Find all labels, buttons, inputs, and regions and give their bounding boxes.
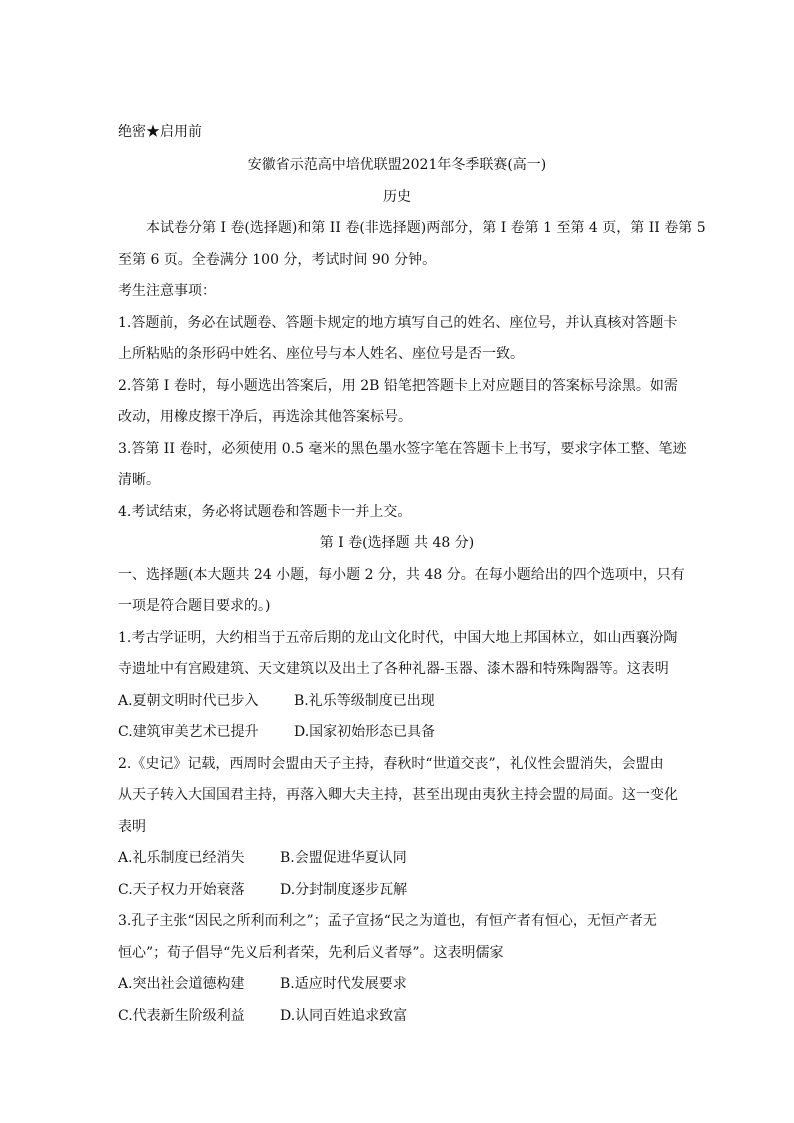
- question-3-option-b: B.适应时代发展要求: [280, 976, 407, 992]
- note-2-line-1: 2.答第 I 卷时，每小题选出答案后，用 2B 铅笔把答题卡上对应题目的答案标号涂黑。如需: [118, 378, 678, 394]
- question-2-option-c: C.天子权力开始衰落: [118, 882, 245, 898]
- question-1-stem-line-2: 寺遗址中有宫殿建筑、天文建筑以及出土了各种礼器-玉器、漆木器和特殊陶器等。这表明: [118, 661, 669, 677]
- section-title: 第 I 卷(选择题 共 48 分): [319, 535, 475, 551]
- question-1-option-c: C.建筑审美艺术已提升: [118, 724, 259, 740]
- question-3-option-d: D.认同百姓追求致富: [280, 1008, 408, 1024]
- subject-title: 历史: [383, 189, 411, 205]
- question-1-option-b: B.礼乐等级制度已出现: [294, 693, 435, 709]
- section-instruction-line-1: 一、选择题(本大题共 24 小题，每小题 2 分，共 48 分。在每小题给出的四个选项中，只有: [118, 567, 685, 583]
- question-2-option-a: A.礼乐制度已经消失: [118, 850, 245, 866]
- note-3-line-2: 清晰。: [118, 472, 160, 488]
- question-3-option-a: A.突出社会道德构建: [118, 976, 245, 992]
- section-instruction-line-2: 一项是符合题目要求的。): [118, 598, 271, 614]
- exam-title: 安徽省示范高中培优联盟2021年冬季联赛(高一): [247, 157, 547, 173]
- question-2-option-d: D.分封制度逐步瓦解: [280, 882, 408, 898]
- intro-line-1: 本试卷分第 I 卷(选择题)和第 II 卷(非选择题)两部分，第 I 卷第 1 至第 4 页，第 II 卷第 5: [146, 220, 706, 236]
- question-2-stem-line-3: 表明: [118, 819, 146, 835]
- confidential-mark: 绝密★启用前: [118, 124, 202, 140]
- question-3-stem-line-1: 3.孔子主张“因民之所利而利之”；孟子宣扬“民之为道也，有恒产者有恒心，无恒产者无: [118, 913, 657, 929]
- question-2-stem-line-1: 2.《史记》记载，西周时会盟由天子主持，春秋时“世道交丧”，礼仪性会盟消失，会盟由: [118, 756, 664, 772]
- question-1-option-a: A.夏朝文明时代已步入: [118, 693, 259, 709]
- note-1-line-2: 上所粘贴的条形码中姓名、座位号与本人姓名、座位号是否一致。: [118, 346, 524, 362]
- question-1-stem-line-1: 1.考古学证明，大约相当于五帝后期的龙山文化时代，中国大地上邦国林立，如山西襄汾陶: [118, 630, 678, 646]
- note-3-line-1: 3.答第 II 卷时，必须使用 0.5 毫米的黑色墨水签字笔在答题卡上书写，要求字体工整、笔迹: [118, 441, 687, 457]
- question-3-stem-line-2: 恒心”；荀子倡导“先义后利者荣，先利后义者辱”。这表明儒家: [118, 945, 504, 961]
- notes-heading: 考生注意事项：: [118, 283, 216, 299]
- note-1-line-1: 1.答题前，务必在试题卷、答题卡规定的地方填写自己的姓名、座位号，并认真核对答题卡: [118, 315, 678, 331]
- note-4: 4.考试结束，务必将试题卷和答题卡一并上交。: [118, 504, 412, 520]
- question-2-option-b: B.会盟促进华夏认同: [280, 850, 407, 866]
- intro-line-2: 至第 6 页。全卷满分 100 分，考试时间 90 分钟。: [118, 252, 437, 268]
- question-2-stem-line-2: 从天子转入大国国君主持，再落入卿大夫主持，甚至出现由夷狄主持会盟的局面。这一变化: [118, 787, 678, 803]
- note-2-line-2: 改动，用橡皮擦干净后，再选涂其他答案标号。: [118, 409, 412, 425]
- question-3-option-c: C.代表新生阶级利益: [118, 1008, 245, 1024]
- question-1-option-d: D.国家初始形态已具备: [294, 724, 436, 740]
